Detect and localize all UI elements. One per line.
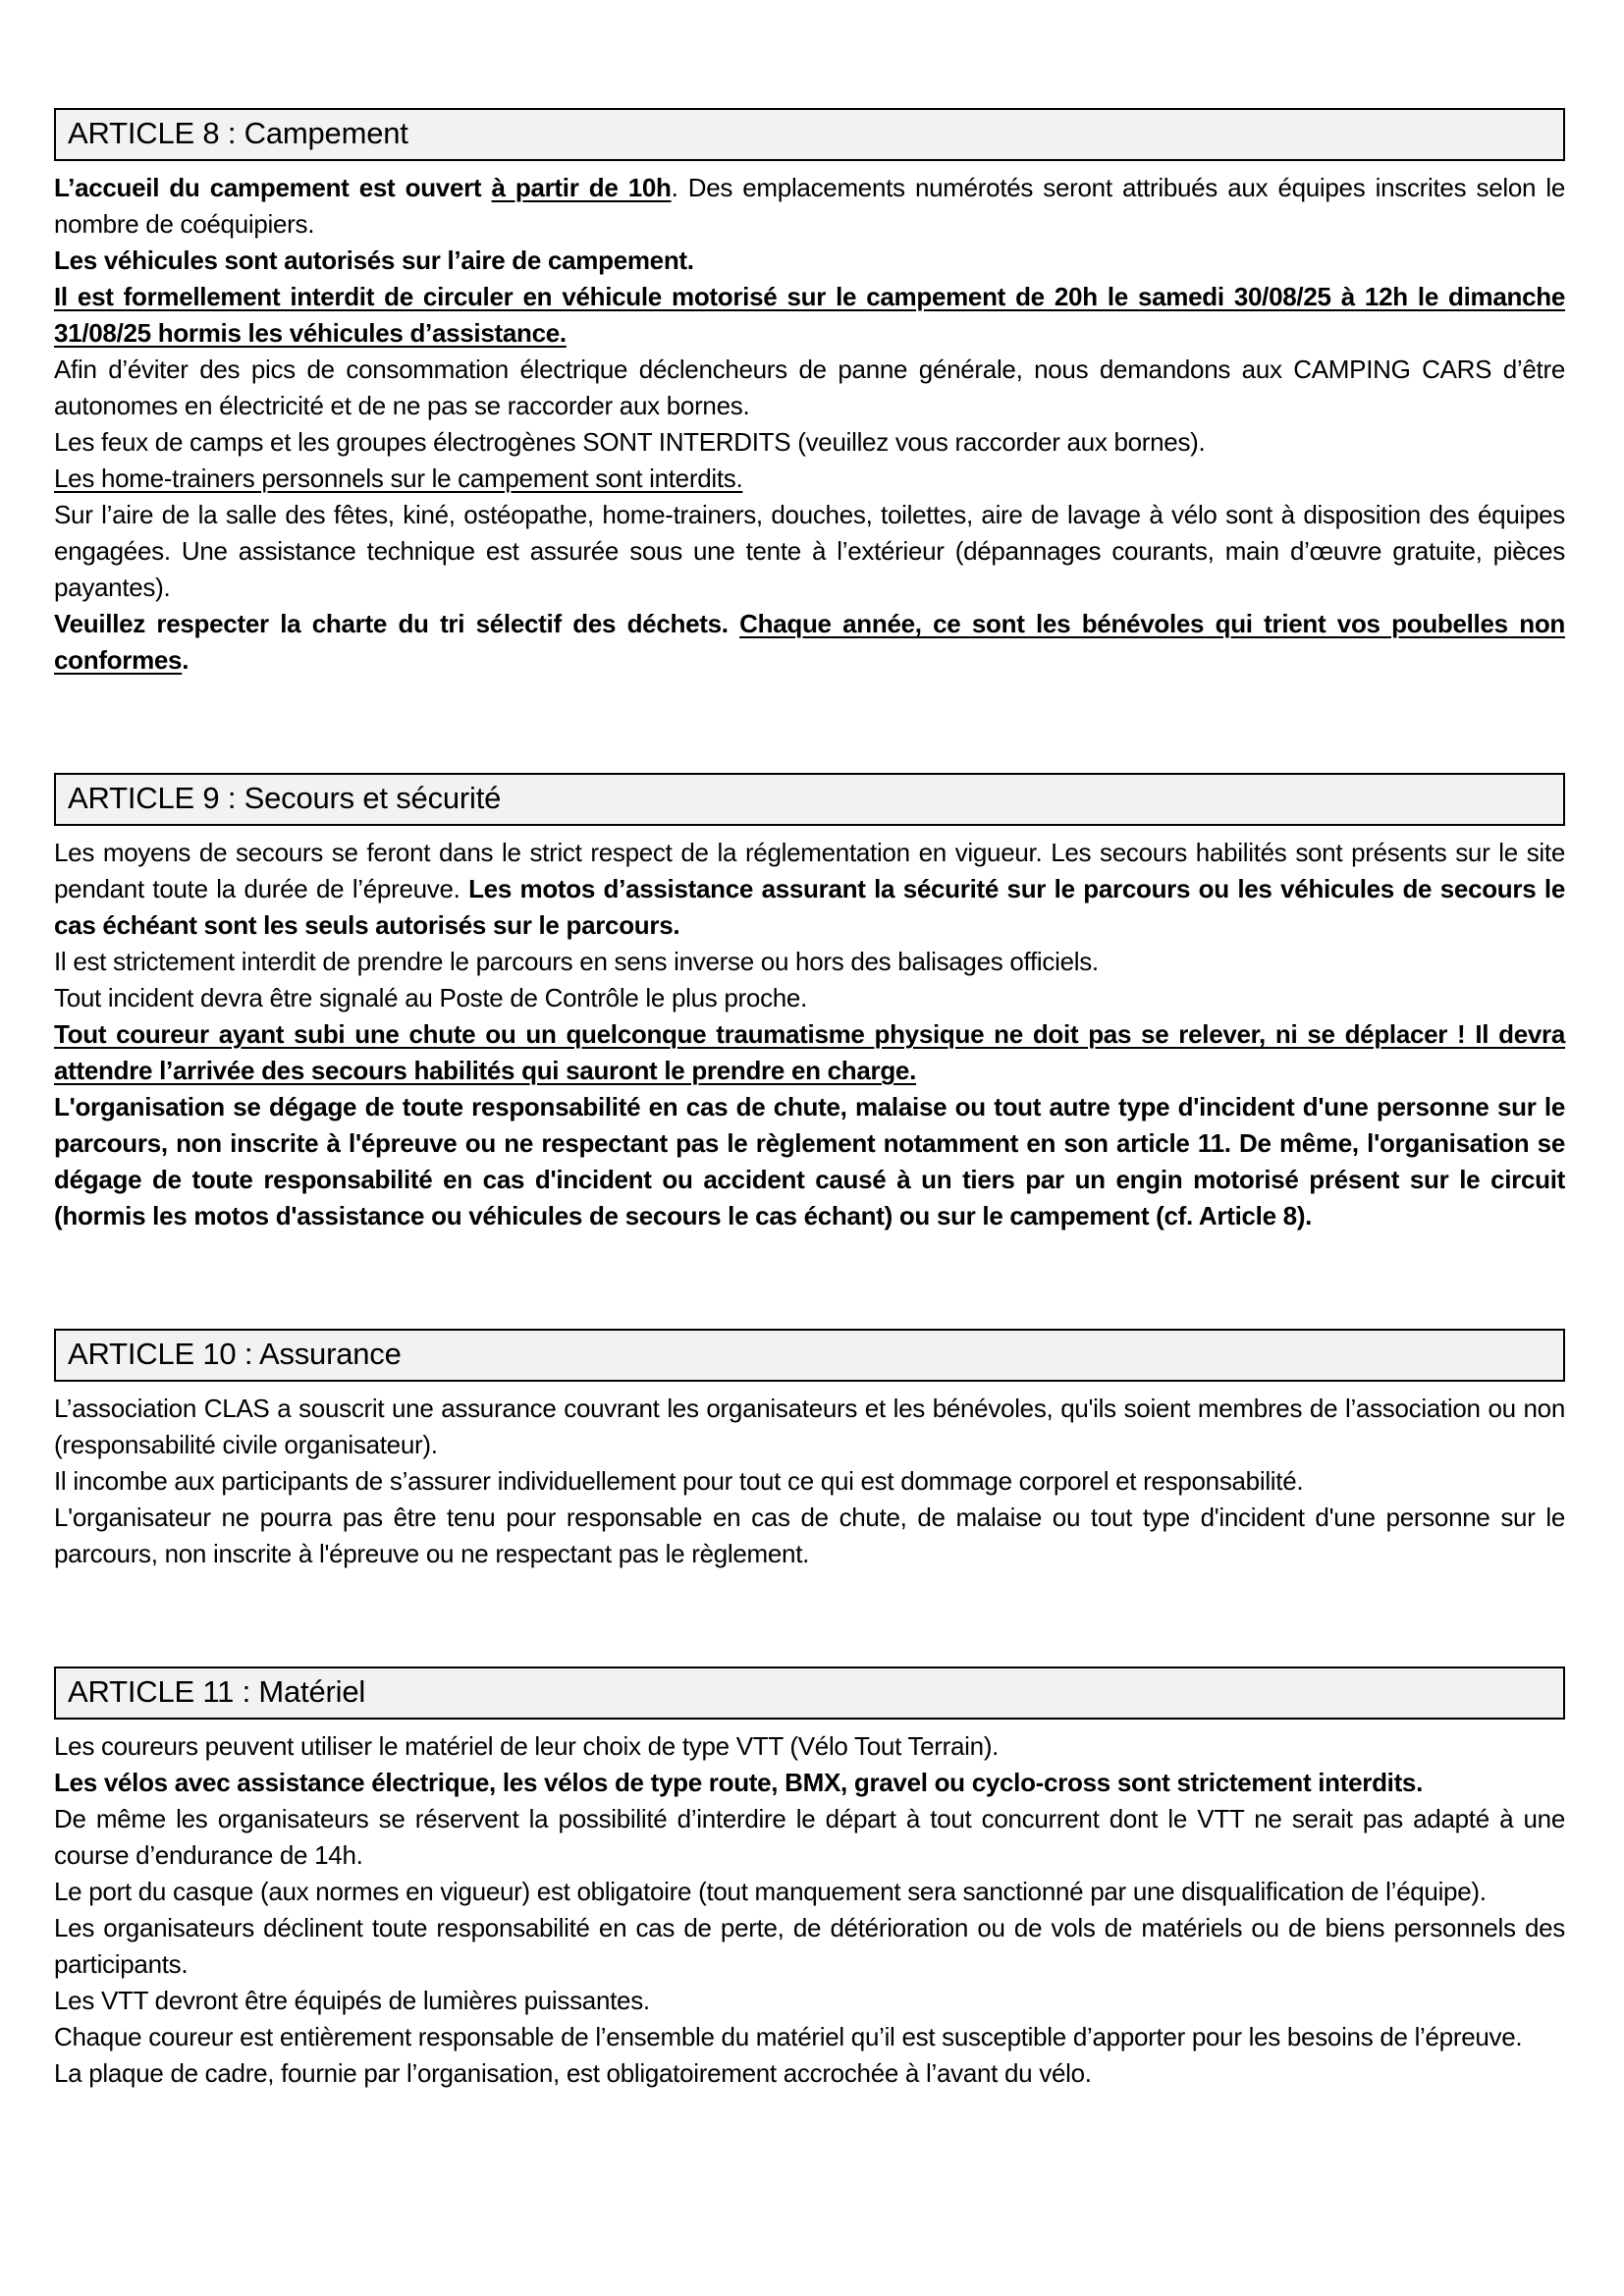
article-11-section xyxy=(54,1667,1565,2092)
paragraph xyxy=(54,1391,1565,1463)
text-run: La plaque de cadre, fournie par l’organisation, est obligatoirement accrochée à l’avant du vélo. xyxy=(54,2058,1092,2088)
paragraph xyxy=(54,1016,1565,1089)
article-10-body xyxy=(54,1391,1565,1572)
paragraph xyxy=(54,1983,1565,2019)
text-run: Le port du casque (aux normes en vigueur) est obligatoire (tout manquement sera sanctionné par une disqualification de l’équipe). xyxy=(54,1877,1487,1906)
article-11-header xyxy=(54,1667,1565,1720)
text-run: Les vélos avec assistance électrique, les vélos de type route, BMX, gravel ou cyclo-cross sont strictement interdits. xyxy=(54,1768,1424,1797)
text-run: Il est formellement interdit de circuler en véhicule motorisé sur le campement de 20h le samedi 30/08/25 à 12h le dimanche 31/08/25 hormis les véhicules d’assistance. xyxy=(54,282,1565,348)
article-8-header xyxy=(54,108,1565,161)
article-8-title: ARTICLE 8 : Campement xyxy=(68,116,408,150)
text-run: Les home-trainers personnels sur le campement sont interdits. xyxy=(54,464,743,493)
article-9-title: ARTICLE 9 : Secours et sécurité xyxy=(68,781,502,815)
text-run: Afin d’éviter des pics de consommation électrique déclencheurs de panne générale, nous demandons aux CAMPING CARS d’être autonomes en électricité et de ne pas se raccorder aux bornes. xyxy=(54,355,1565,420)
paragraph xyxy=(54,279,1565,352)
paragraph xyxy=(54,1765,1565,1801)
article-9-section xyxy=(54,773,1565,1234)
text-run: Veuillez respecter la charte du tri sélectif des déchets. xyxy=(54,609,740,638)
paragraph xyxy=(54,1874,1565,1910)
text-run: Les organisateurs déclinent toute responsabilité en cas de perte, de détérioration ou de vols de matériels ou de biens personnels des participants. xyxy=(54,1913,1565,1979)
article-11-title: ARTICLE 11 : Matériel xyxy=(68,1674,366,1709)
text-run: Tout incident devra être signalé au Poste de Contrôle le plus proche. xyxy=(54,983,808,1012)
paragraph xyxy=(54,352,1565,424)
paragraph xyxy=(54,1728,1565,1765)
paragraph xyxy=(54,424,1565,461)
text-run: L’association CLAS a souscrit une assurance couvrant les organisateurs et les bénévoles, qu'ils soient membres de l’association ou non (responsabilité civile organisateur). xyxy=(54,1394,1565,1459)
text-run: L’accueil du campement est ouvert xyxy=(54,173,492,202)
text-run: Chaque coureur est entièrement responsable de l’ensemble du matériel qu’il est susceptible d’apporter pour les besoins de l’épreuve. xyxy=(54,2022,1523,2051)
text-run: De même les organisateurs se réservent la possibilité d’interdire le départ à tout concurrent dont le VTT ne serait pas adapté à une course d’endurance de 14h. xyxy=(54,1804,1565,1870)
paragraph xyxy=(54,2055,1565,2092)
text-run: Il est strictement interdit de prendre le parcours en sens inverse ou hors des balisages officiels. xyxy=(54,947,1099,976)
paragraph xyxy=(54,944,1565,980)
text-run: . Des emplacements numérotés seront attribués aux équipes inscrites selon le nombre de coéquipiers. xyxy=(54,173,1565,239)
text-run: . xyxy=(182,645,189,675)
paragraph xyxy=(54,170,1565,243)
text-run: Les coureurs peuvent utiliser le matériel de leur choix de type VTT (Vélo Tout Terrain). xyxy=(54,1731,1000,1761)
paragraph xyxy=(54,980,1565,1016)
article-10-header xyxy=(54,1329,1565,1382)
article-11-body xyxy=(54,1728,1565,2092)
paragraph xyxy=(54,835,1565,944)
text-run: Les véhicules sont autorisés sur l’aire de campement. xyxy=(54,246,694,275)
paragraph xyxy=(54,1463,1565,1500)
text-run: Les VTT devront être équipés de lumières puissantes. xyxy=(54,1986,650,2015)
paragraph xyxy=(54,606,1565,679)
paragraph xyxy=(54,497,1565,606)
paragraph xyxy=(54,1089,1565,1234)
text-run: à partir de 10h xyxy=(491,173,672,202)
article-10-section xyxy=(54,1329,1565,1572)
paragraph xyxy=(54,2019,1565,2055)
text-run: L'organisateur ne pourra pas être tenu pour responsable en cas de chute, de malaise ou tout type d'incident d'une personne sur le parcours, non inscrite à l'épreuve ou ne respectant pas le règlement. xyxy=(54,1503,1565,1568)
article-8-body xyxy=(54,170,1565,679)
paragraph xyxy=(54,1910,1565,1983)
article-9-body xyxy=(54,835,1565,1234)
text-run: Les feux de camps et les groupes électrogènes SONT INTERDITS (veuillez vous raccorder aux bornes). xyxy=(54,427,1206,457)
text-run: Il incombe aux participants de s’assurer individuellement pour tout ce qui est dommage corporel et responsabilité. xyxy=(54,1466,1304,1496)
paragraph xyxy=(54,1500,1565,1572)
article-8-section xyxy=(54,108,1565,679)
text-run: Les moyens de secours se feront dans le strict respect de la réglementation en vigueur. Les secours habilités sont présents sur le site pendant toute la durée de l’épreuve. xyxy=(54,838,1565,903)
text-run: Chaque année, ce sont les bénévoles qui trient vos poubelles non conformes xyxy=(54,609,1565,675)
text-run: Les motos d’assistance assurant la sécurité sur le parcours ou les véhicules de secours le cas échéant sont les seuls autorisés sur le parcours. xyxy=(54,874,1565,940)
text-run: Tout coureur ayant subi une chute ou un quelconque traumatisme physique ne doit pas se relever, ni se déplacer ! Il devra attendre l’arrivée des secours habilités qui sauront le prendre en charge. xyxy=(54,1019,1565,1085)
article-9-header xyxy=(54,773,1565,826)
paragraph xyxy=(54,243,1565,279)
paragraph xyxy=(54,461,1565,497)
paragraph xyxy=(54,1801,1565,1874)
text-run: L'organisation se dégage de toute responsabilité en cas de chute, malaise ou tout autre type d'incident d'une personne sur le parcours, non inscrite à l'épreuve ou ne respectant pas le règlement notamment en son article 11. De même, l'organisation se dégage de toute responsabilité en cas d'incident ou accident causé à un tiers par un engin motorisé présent sur le circuit (hormis les motos d'assistance ou véhicules de secours le cas échant) ou sur le campement (cf. Article 8). xyxy=(54,1092,1565,1230)
text-run: Sur l’aire de la salle des fêtes, kiné, ostéopathe, home-trainers, douches, toilettes, aire de lavage à vélo sont à disposition des équipes engagées. Une assistance technique est assurée sous une tente à l’extérieur (dépannages courants, main d’œuvre gratuite, pièces payantes). xyxy=(54,500,1565,602)
article-10-title: ARTICLE 10 : Assurance xyxy=(68,1337,402,1371)
